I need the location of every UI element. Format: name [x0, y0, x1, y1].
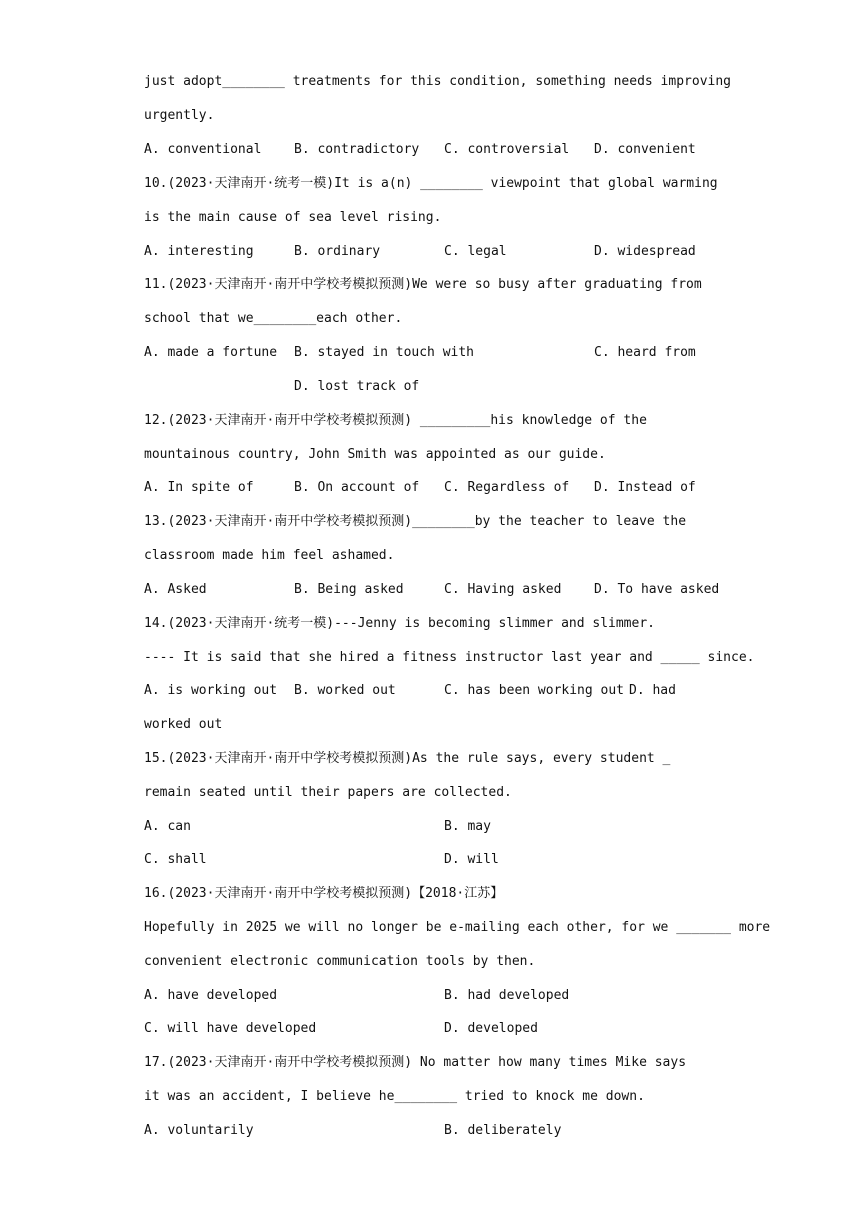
option-d: D. lost track of — [294, 379, 420, 394]
option-c: C. shall — [144, 852, 207, 867]
option-b: B. deliberately — [444, 1123, 562, 1138]
options-row-q12 — [144, 478, 730, 498]
options-row-q11-cont — [144, 377, 730, 397]
option-a: A. interesting — [144, 244, 254, 259]
option-c: C. Having asked — [444, 582, 562, 597]
options-row-q11 — [144, 343, 730, 363]
question-text: convenient electronic communication tools by then. — [144, 954, 536, 969]
option-a: A. have developed — [144, 988, 278, 1003]
option-c: C. heard from — [594, 345, 696, 360]
options-row-q9 — [144, 140, 730, 160]
option-d: D. developed — [444, 1021, 538, 1036]
option-d: D. had — [629, 683, 676, 698]
option-b: B. had developed — [444, 988, 570, 1003]
option-d: D. convenient — [594, 142, 696, 157]
option-b: B. Being asked — [294, 582, 404, 597]
option-c: C. controversial — [444, 142, 570, 157]
question-text: it was an accident, I believe he________ tried to knock me down. — [144, 1089, 645, 1104]
question-text: 11.(2023·天津南开·南开中学校考模拟预测)We were so busy after graduating from — [144, 277, 702, 292]
question-text: urgently. — [144, 108, 215, 123]
option-c: C. legal — [444, 244, 507, 259]
option-b: B. contradictory — [294, 142, 420, 157]
question-text: is the main cause of sea level rising. — [144, 210, 442, 225]
options-row-q15 — [144, 817, 730, 837]
option-a: A. In spite of — [144, 480, 254, 495]
option-b: B. stayed in touch with — [294, 345, 475, 360]
question-text: classroom made him feel ashamed. — [144, 548, 395, 563]
question-text: 12.(2023·天津南开·南开中学校考模拟预测) _________his knowledge of the — [144, 413, 647, 428]
question-text: 14.(2023·天津南开·统考一模)---Jenny is becoming slimmer and slimmer. — [144, 616, 655, 631]
option-d: D. widespread — [594, 244, 696, 259]
option-c: C. has been working out — [444, 683, 625, 698]
option-d-cont: worked out — [144, 717, 223, 732]
question-text: 13.(2023·天津南开·南开中学校考模拟预测)________by the teacher to leave the — [144, 514, 687, 529]
option-d: D. To have asked — [594, 582, 720, 597]
question-text: Hopefully in 2025 we will no longer be e-mailing each other, for we _______ more — [144, 920, 771, 935]
option-a: A. can — [144, 819, 191, 834]
question-text: 16.(2023·天津南开·南开中学校考模拟预测)【2018·江苏】 — [144, 886, 504, 901]
question-text: 17.(2023·天津南开·南开中学校考模拟预测) No matter how many times Mike says — [144, 1055, 687, 1070]
option-b: B. ordinary — [294, 244, 381, 259]
options-row-q14 — [144, 681, 730, 701]
question-text: mountainous country, John Smith was appointed as our guide. — [144, 447, 606, 462]
options-row-q13 — [144, 580, 730, 600]
option-b: B. may — [444, 819, 491, 834]
options-row-q17 — [144, 1121, 730, 1141]
options-row-q16-cont — [144, 1019, 730, 1039]
option-b: B. worked out — [294, 683, 396, 698]
option-a: A. made a fortune — [144, 345, 278, 360]
options-row-q15-cont — [144, 850, 730, 870]
question-text: just adopt________ treatments for this condition, something needs improving — [144, 74, 731, 89]
question-text: 15.(2023·天津南开·南开中学校考模拟预测)As the rule says, every student _ — [144, 751, 671, 766]
option-a: A. Asked — [144, 582, 207, 597]
options-row-q16 — [144, 986, 730, 1006]
question-text: ---- It is said that she hired a fitness instructor last year and _____ since. — [144, 650, 755, 665]
option-c: C. will have developed — [144, 1021, 317, 1036]
option-a: A. voluntarily — [144, 1123, 254, 1138]
question-text: 10.(2023·天津南开·统考一模)It is a(n) ________ viewpoint that global warming — [144, 176, 718, 191]
option-a: A. conventional — [144, 142, 262, 157]
option-a: A. is working out — [144, 683, 278, 698]
option-d: D. Instead of — [594, 480, 696, 495]
question-text: remain seated until their papers are collected. — [144, 785, 512, 800]
question-text: school that we________each other. — [144, 311, 403, 326]
option-c: C. Regardless of — [444, 480, 570, 495]
option-b: B. On account of — [294, 480, 420, 495]
options-row-q10 — [144, 242, 730, 262]
option-d: D. will — [444, 852, 499, 867]
